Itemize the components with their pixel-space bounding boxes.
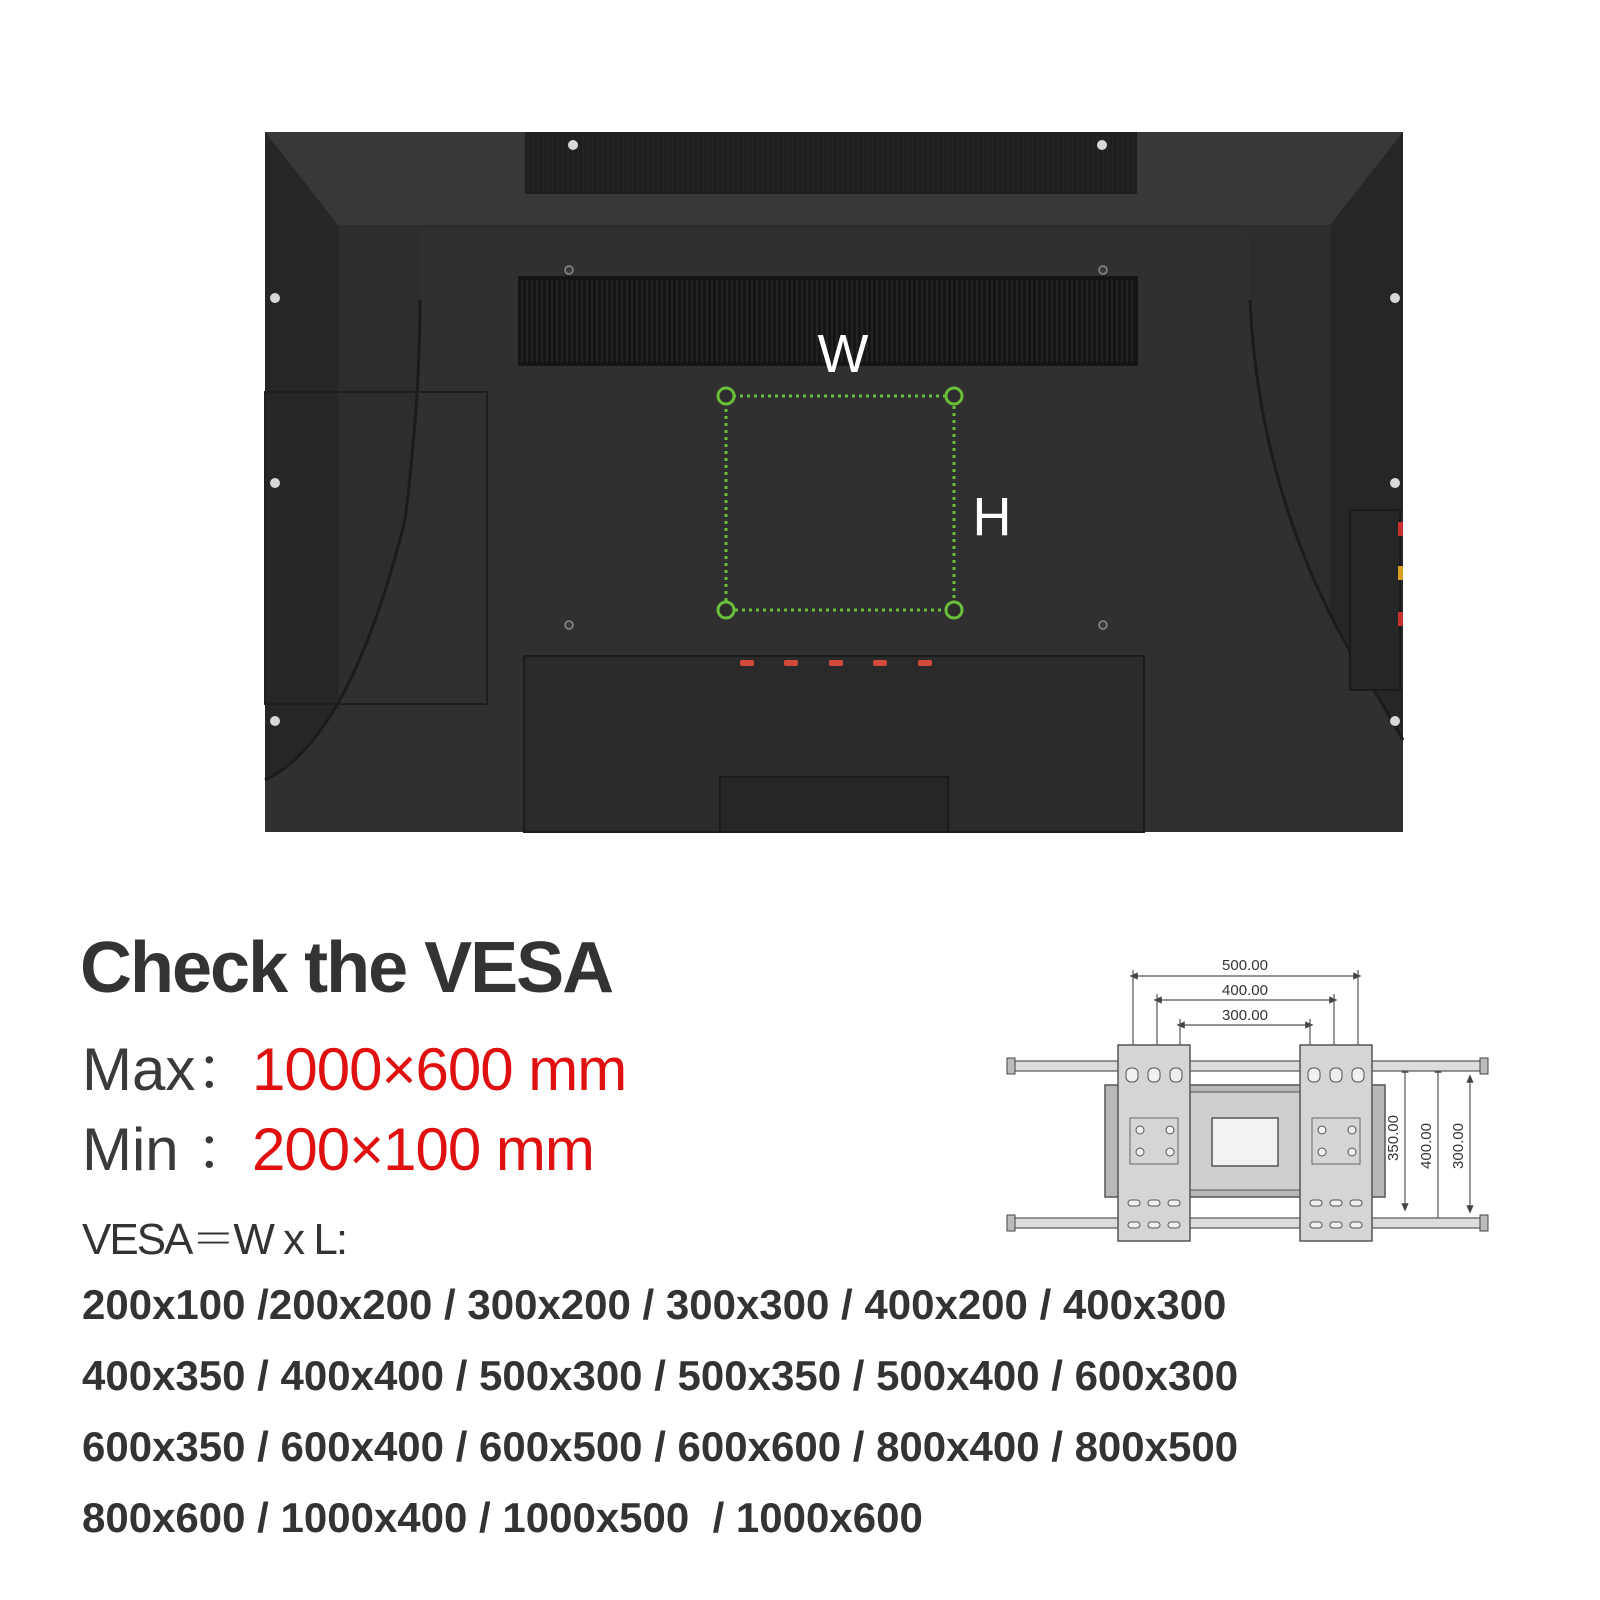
- width-label: W: [817, 324, 869, 384]
- size-line-2: 400x350 / 400x400 / 500x300 / 500x350 / 500x400 / 600x300: [82, 1352, 1239, 1399]
- max-spec-row: [82, 1036, 627, 1103]
- min-spec-row: [82, 1116, 594, 1183]
- vesa-size-list: [82, 1281, 1582, 1568]
- dim-400v-label: 400.00: [1418, 1123, 1435, 1169]
- min-label: Min ：: [82, 1116, 256, 1183]
- dim-300-label: 300.00: [1222, 1007, 1268, 1024]
- size-line-1: 200x100 /200x200 / 300x200 / 300x300 / 400x200 / 400x300: [82, 1281, 1227, 1328]
- dim-300v-label: 300.00: [1450, 1123, 1467, 1169]
- max-value: 1000×600 mm: [252, 1036, 627, 1103]
- height-label: H: [972, 487, 1012, 547]
- size-line-3: 600x350 / 600x400 / 600x500 / 600x600 / 800x400 / 800x500: [82, 1423, 1239, 1470]
- max-label: Max：: [82, 1036, 256, 1103]
- vesa-formula: VESA＝W x L:: [82, 1215, 347, 1264]
- min-value: 200×100 mm: [252, 1116, 594, 1183]
- dim-500-label: 500.00: [1222, 957, 1268, 974]
- page-title: Check the VESA: [80, 928, 613, 1008]
- dim-350-label: 350.00: [1385, 1115, 1402, 1161]
- size-line-4: 800x600 / 1000x400 / 1000x500 / 1000x600: [82, 1494, 923, 1541]
- dim-400-label: 400.00: [1222, 982, 1268, 999]
